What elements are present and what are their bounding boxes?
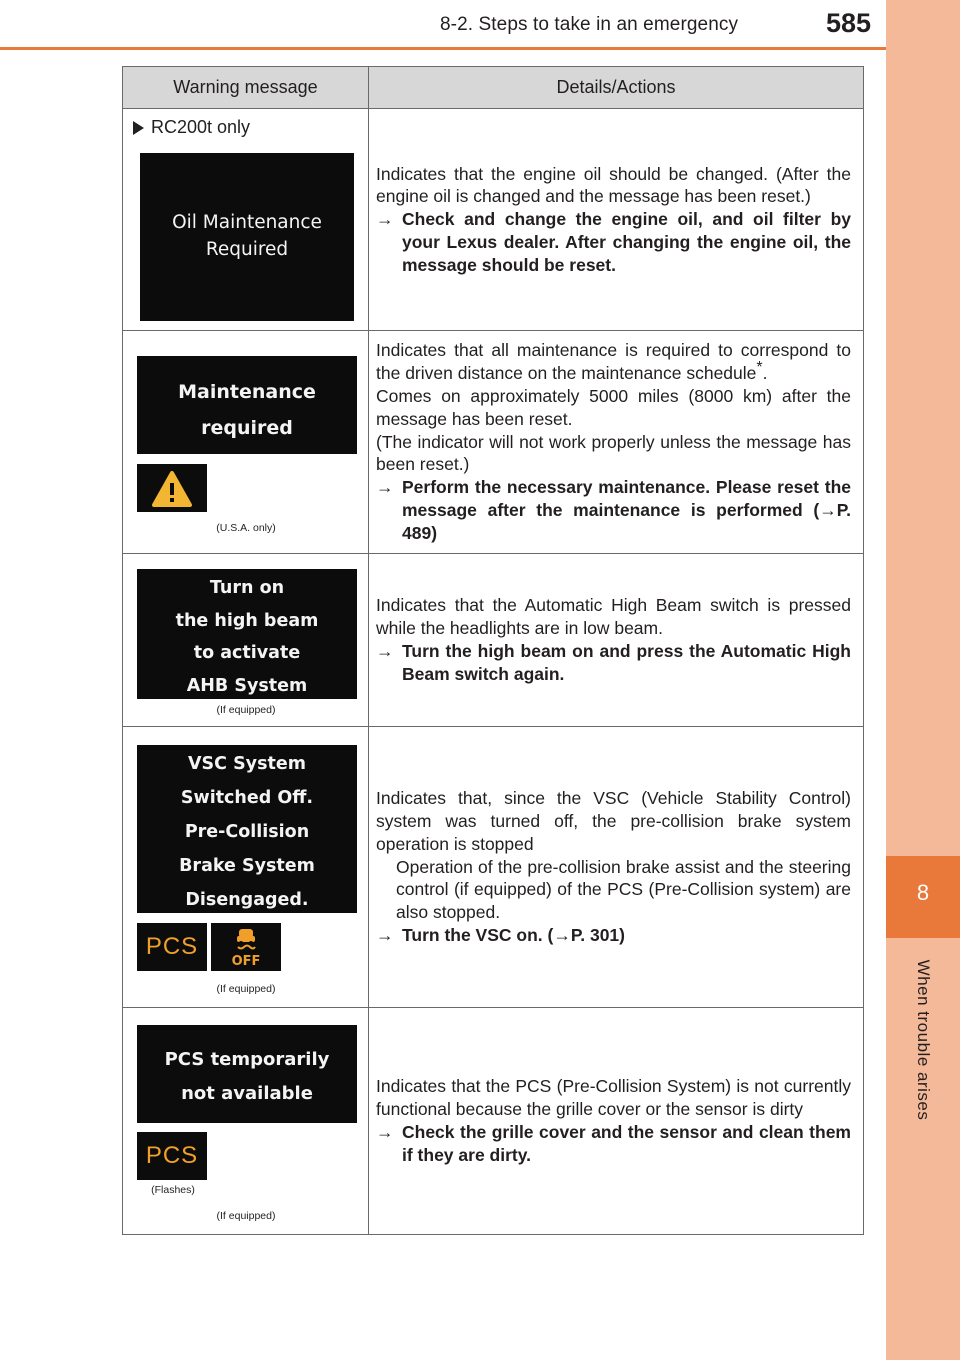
warning-triangle-icon — [137, 464, 207, 512]
warning-image-cell — [123, 331, 369, 554]
pcs-badge — [137, 1132, 207, 1180]
table-row — [123, 727, 864, 1008]
details-text: Indicates that the PCS (Pre-Collision System) is not currently functional because the grille cover or the sensor is dirty — [376, 1076, 851, 1120]
details-text: Indicates that the Automatic High Beam switch is pressed while the headlights are in low beam. — [376, 595, 851, 639]
maintenance-required-display: Maintenance required — [137, 356, 357, 454]
details-cell — [369, 1008, 864, 1235]
arrow-icon: → — [376, 641, 394, 661]
details-cell — [369, 727, 864, 1008]
table-row — [123, 331, 864, 554]
arrow-icon: → — [376, 924, 394, 945]
details-text: Indicates that all maintenance is required to correspond to the driven distance on the maintenance schedule*. — [376, 340, 851, 384]
variant-label: RC200t only — [133, 117, 250, 138]
arrow-icon: → — [376, 1122, 394, 1142]
region-note: (U.S.A. only) — [216, 522, 276, 534]
details-cell — [369, 554, 864, 727]
oil-maintenance-display: Oil Maintenance Required — [140, 153, 354, 321]
vsc-off-badge — [211, 923, 281, 971]
pcs-indicator-label: PCS — [145, 1142, 199, 1169]
warning-message-table — [122, 66, 864, 1235]
column-header-details-actions: Details/Actions — [369, 67, 864, 109]
action-text: → Perform the necessary maintenance. Please reset the message after the maintenance is performed (→P. 489) — [376, 477, 851, 543]
arrow-icon: → — [376, 209, 394, 230]
warning-image-cell — [123, 109, 369, 331]
chapter-tab[interactable] — [886, 856, 960, 938]
section-title: 8-2. Steps to take in an emergency — [440, 14, 739, 35]
pcs-indicator-label: PCS — [145, 933, 199, 960]
action-text: → Turn the VSC on. (→P. 301) — [376, 924, 625, 945]
details-cell — [369, 109, 864, 331]
warning-image-cell — [123, 727, 369, 1008]
flashes-note: (Flashes) — [151, 1184, 195, 1196]
table-row — [123, 109, 864, 331]
page-number: 585 — [826, 8, 872, 38]
action-text: → Turn the high beam on and press the Automatic High Beam switch again. — [376, 641, 851, 684]
table-header-row — [123, 67, 864, 109]
equipment-note: (If equipped) — [216, 983, 276, 995]
footnote-mark: * — [756, 359, 763, 377]
details-text: Indicates that, since the VSC (Vehicle Stability Control) system was turned off, the pre-collision brake system operation is stopped — [376, 788, 851, 854]
details-text: Indicates that the engine oil should be changed. (After the engine oil is changed and the message has been reset.) — [376, 163, 851, 207]
action-text: → Check and change the engine oil, and oil filter by your Lexus dealer. After changing the engine oil, the message should be reset. — [376, 209, 851, 275]
chapter-number: 8 — [916, 880, 930, 905]
side-tab — [886, 0, 960, 1360]
vsc-off-icon — [211, 923, 281, 971]
arrow-icon: → — [376, 477, 394, 498]
table-row — [123, 1008, 864, 1235]
ahb-display: Turn on the high beam to activate AHB System — [137, 569, 357, 699]
details-text: Comes on approximately 5000 miles (8000 km) after the message has been reset. — [376, 386, 851, 429]
details-text: (The indicator will not work properly unless the message has been reset.) — [376, 431, 851, 475]
action-text: → Check the grille cover and the sensor and clean them if they are dirty. — [376, 1122, 851, 1165]
details-text: Operation of the pre-collision brake assist and the steering control (if equipped) of the PCS (Pre-Collision system) are also stopped. — [396, 856, 851, 923]
vsc-off-display: VSC System Switched Off. Pre-Collision Brake System Disengaged. — [137, 745, 357, 913]
pcs-badge — [137, 923, 207, 971]
triangle-bullet-icon — [133, 121, 144, 135]
table-row — [123, 554, 864, 727]
master-warning-badge — [137, 464, 207, 512]
header-rule — [0, 47, 886, 50]
equipment-note: (If equipped) — [216, 1210, 276, 1222]
chapter-label: When trouble arises — [914, 959, 933, 1121]
details-cell — [369, 331, 864, 554]
warning-image-cell — [123, 554, 369, 727]
column-header-warning-message: Warning message — [123, 67, 369, 109]
pcs-unavailable-display: PCS temporarily not available — [137, 1025, 357, 1123]
equipment-note: (If equipped) — [216, 704, 276, 716]
vsc-off-label: OFF — [231, 954, 261, 969]
warning-image-cell — [123, 1008, 369, 1235]
